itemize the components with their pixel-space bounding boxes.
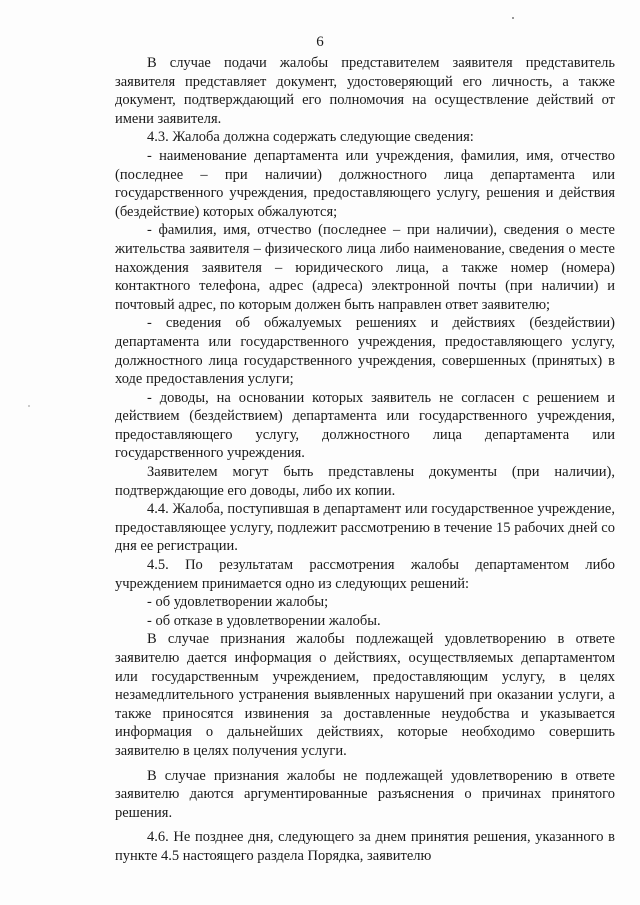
paragraph-representative: В случае подачи жалобы представителем заявителя представитель заявителя представляет документ, удостоверяющий его личность, а также документ, подтверждающий его полномочия на осуществление действий от имени заявителя. <box>115 55 615 127</box>
list-item-applicant-info: - фамилия, имя, отчество (последнее – при наличии), сведения о месте жительства заявителя – физического лица либо наименование, сведения о месте нахождения заявителя – юридического лица, а также номер (номера) контактного телефона, адрес (адреса) электронной почты (при наличии) и почтовый адрес, по которым должен быть направлен ответ заявителю; <box>115 222 615 313</box>
document-body <box>115 54 615 866</box>
scan-speck <box>512 17 514 19</box>
paragraph-refused-response: В случае признания жалобы не подлежащей удовлетворению в ответе заявителю даются аргументированные разъяснения о причинах принятого решения. <box>115 767 615 821</box>
list-item-appealed-decisions: - сведения об обжалуемых решениях и действиях (бездействии) департамента или государственного учреждения, предоставляющего услугу, должностного лица государственного учреждения, совершенных (принятых) в ходе предоставления услуги; <box>115 315 615 388</box>
paragraph-4-4: 4.4. Жалоба, поступившая в департамент или государственное учреждение, предоставляющее услугу, подлежит рассмотрению в течение 15 рабочих дней со дня ее регистрации. <box>115 501 615 555</box>
list-item-arguments: - доводы, на основании которых заявитель не согласен с решением и действием (бездействием) департамента или государственного учреждения, предоставляющего услугу, должностного лица департамента или государственного учреждения. <box>115 389 615 462</box>
list-item-refuse: - об отказе в удовлетворении жалобы. <box>147 612 381 629</box>
paragraph-satisfied-response: В случае признания жалобы подлежащей удовлетворению в ответе заявителю дается информация о действиях, осуществляемых департаментом или государственным учреждением, предоставляющим услугу, в целях незамедлительного устранения выявленных нарушений при оказании услуги, а также приносятся извинения за доставленные неудобства и указывается информация о дальнейших действиях, которые необходимо совершить заявителю в целях получения услуги. <box>115 631 615 759</box>
list-item-satisfy: - об удовлетворении жалобы; <box>147 594 329 611</box>
scan-speck <box>28 405 30 407</box>
paragraph-4-5: 4.5. По результатам рассмотрения жалобы департаментом либо учреждением принимается одно из следующих решений: <box>115 557 615 592</box>
paragraph-4-3: 4.3. Жалоба должна содержать следующие сведения: <box>147 129 474 146</box>
page-number: 6 <box>316 34 324 50</box>
paragraph-4-6: 4.6. Не позднее дня, следующего за днем принятия решения, указанного в пункте 4.5 настоящего раздела Порядка, заявителю <box>115 829 615 864</box>
list-item-department-name: - наименование департамента или учреждения, фамилия, имя, отчество (последнее – при наличии) должностного лица департамента или государственного учреждения, предоставляющего услугу, решения и действия (бездействие) которых обжалуются; <box>115 147 615 220</box>
paragraph-supporting-documents: Заявителем могут быть представлены документы (при наличии), подтверждающие его доводы, либо их копии. <box>115 464 615 499</box>
